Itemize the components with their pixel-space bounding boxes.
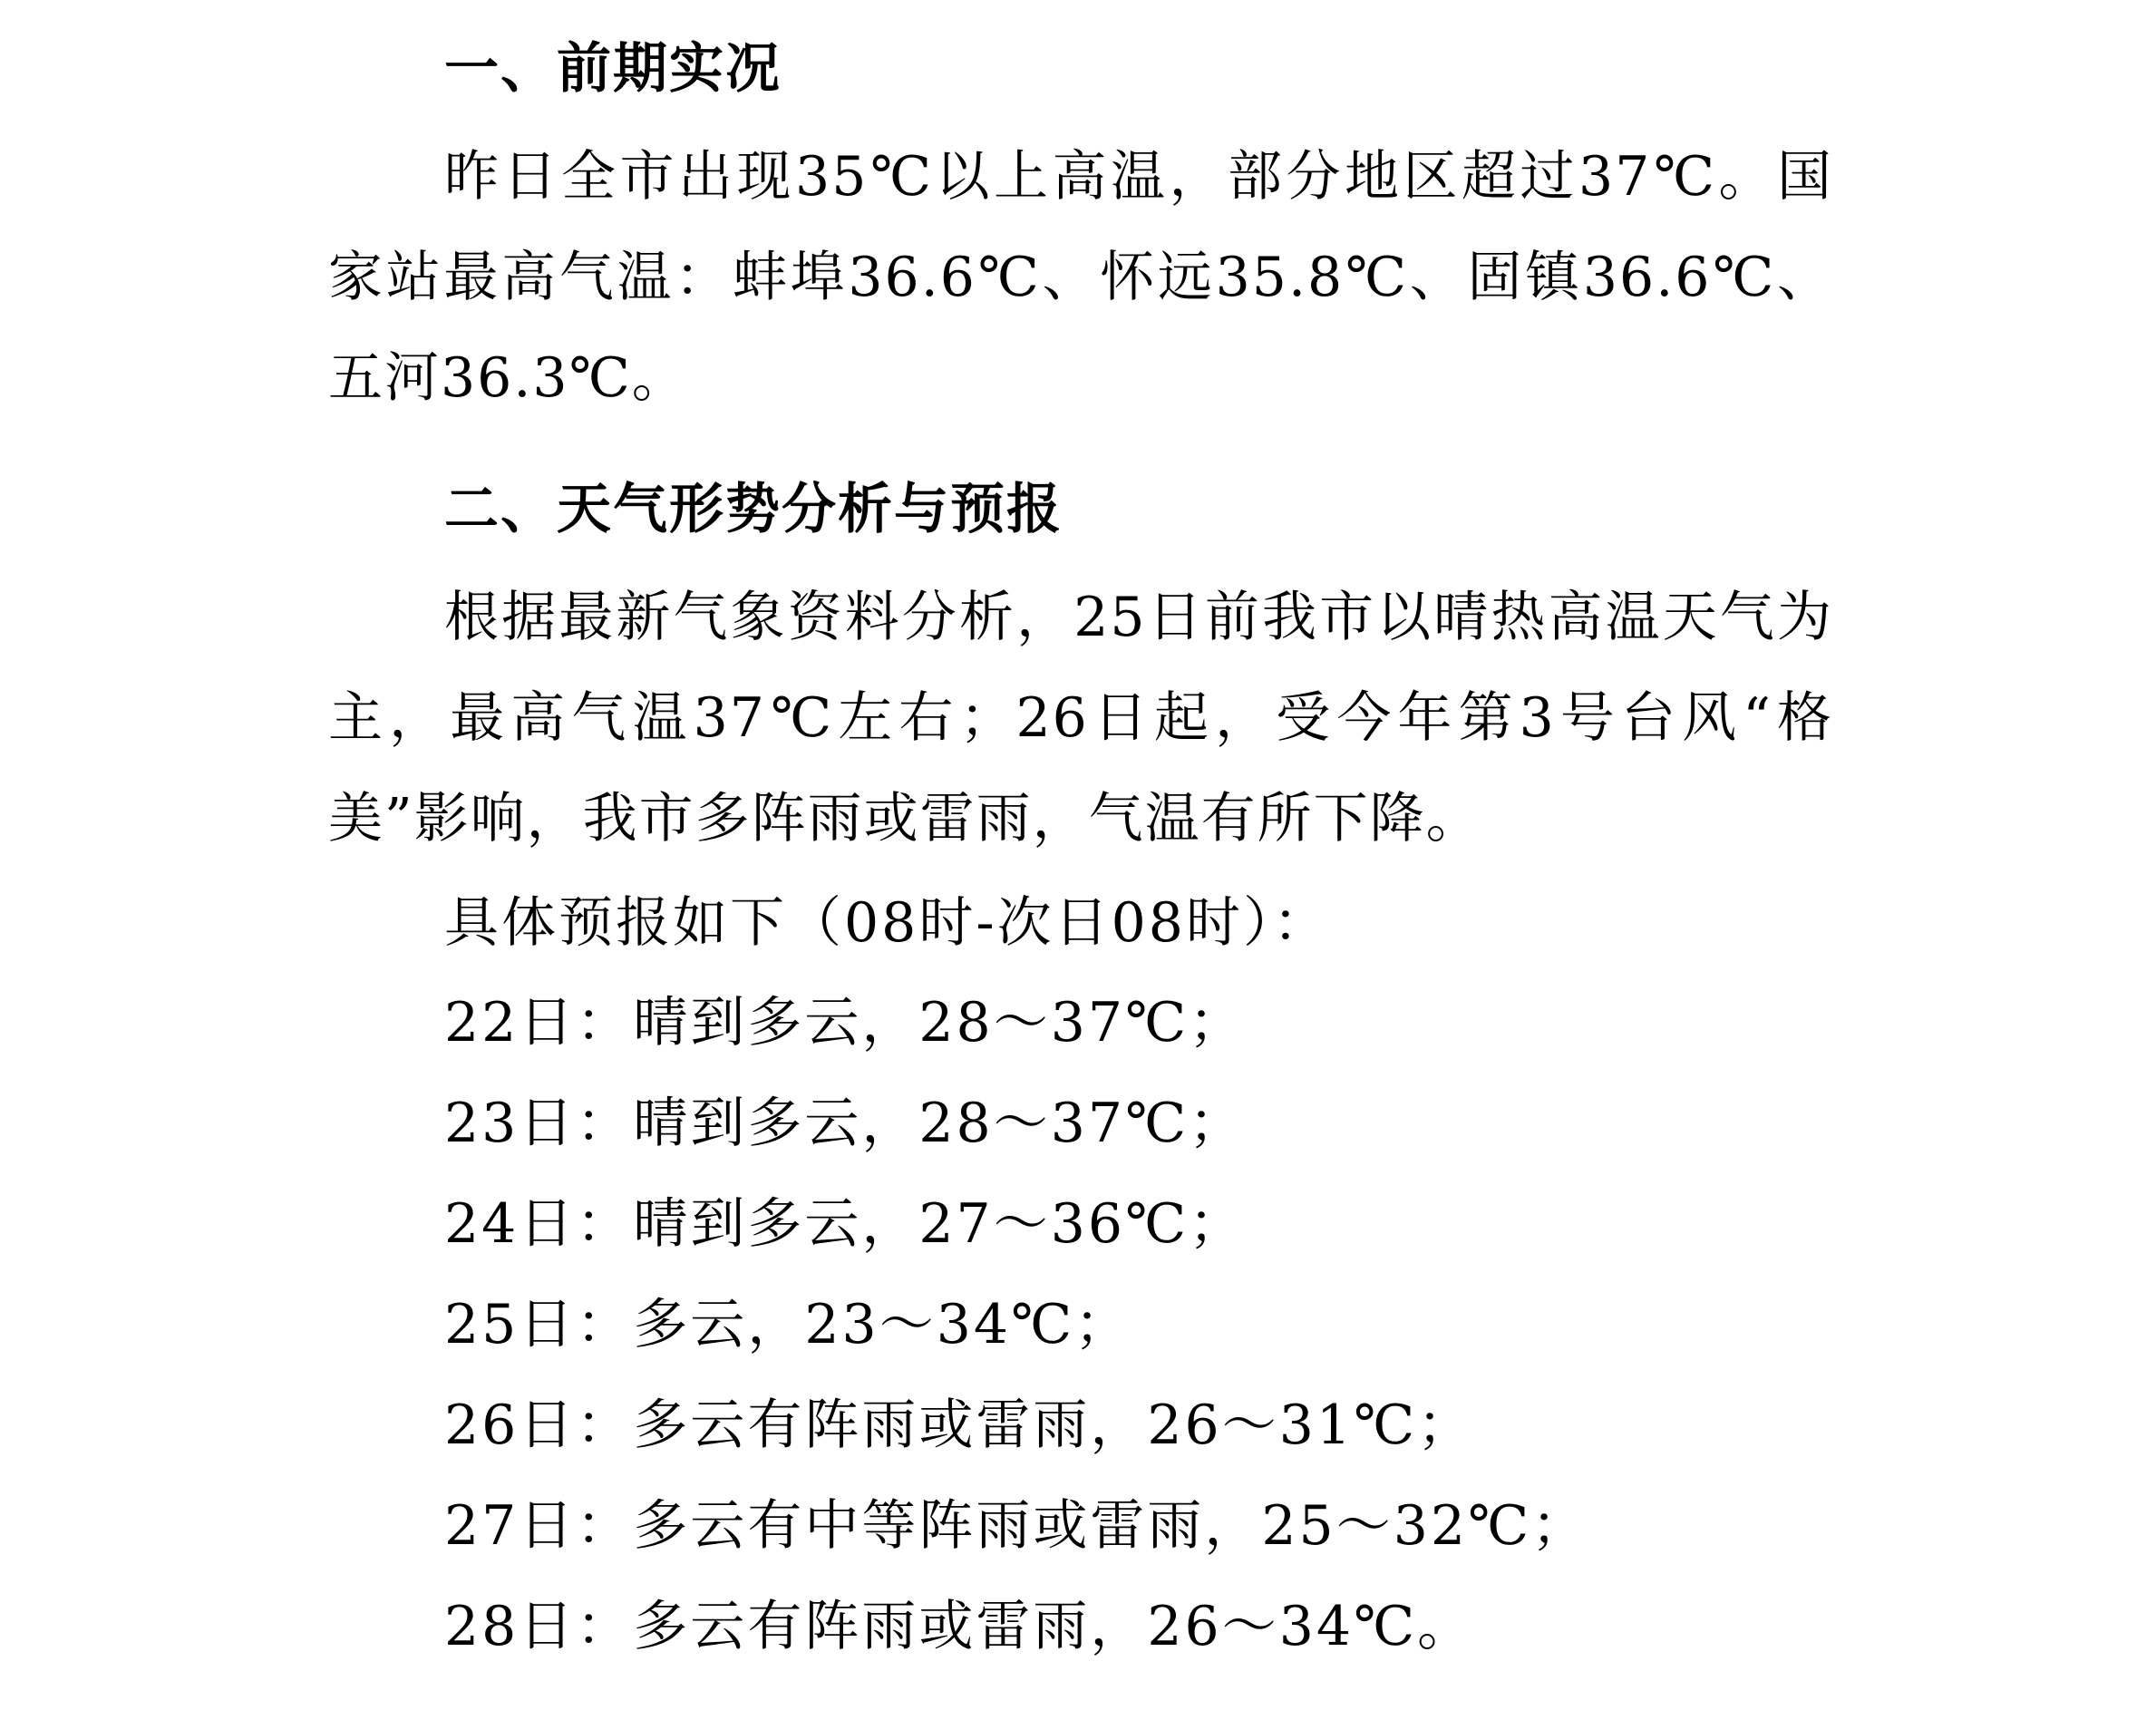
forecast-day-26: 26日：多云有阵雨或雷雨，26～31℃； [444,1394,1475,1457]
forecast-day-27: 27日：多云有中等阵雨或雷雨，25～32℃； [444,1494,1589,1558]
section-heading-forecast: 二、天气形势分析与预报 [444,478,1063,541]
forecast-day-25: 25日：多云，23～34℃； [444,1293,1132,1356]
forecast-intro: 具体预报如下（08时-次日08时）： [444,891,1330,955]
section-heading-observations: 一、前期实况 [444,37,782,101]
forecast-day-23: 23日：晴到多云，28～37℃； [444,1092,1247,1155]
analysis-paragraph: 根据最新气象资料分析，25日前我市以晴热高温天气为主，最高气温37℃左右；26日起，受今年第3号台风“格美”影响，我市多阵雨或雷雨，气温有所下降。 [328,586,1833,850]
forecast-list [444,991,1589,1698]
forecast-day-22: 22日：晴到多云，28～37℃； [444,991,1247,1054]
forecast-day-24: 24日：晴到多云，27～36℃； [444,1192,1247,1256]
observations-paragraph: 昨日全市出现35℃以上高温，部分地区超过37℃。国家站最高气温：蚌埠36.6℃、怀远35.8℃、固镇36.6℃、五河36.3℃。 [328,145,1833,410]
forecast-day-28: 28日：多云有阵雨或雷雨，26～34℃。 [444,1595,1475,1658]
